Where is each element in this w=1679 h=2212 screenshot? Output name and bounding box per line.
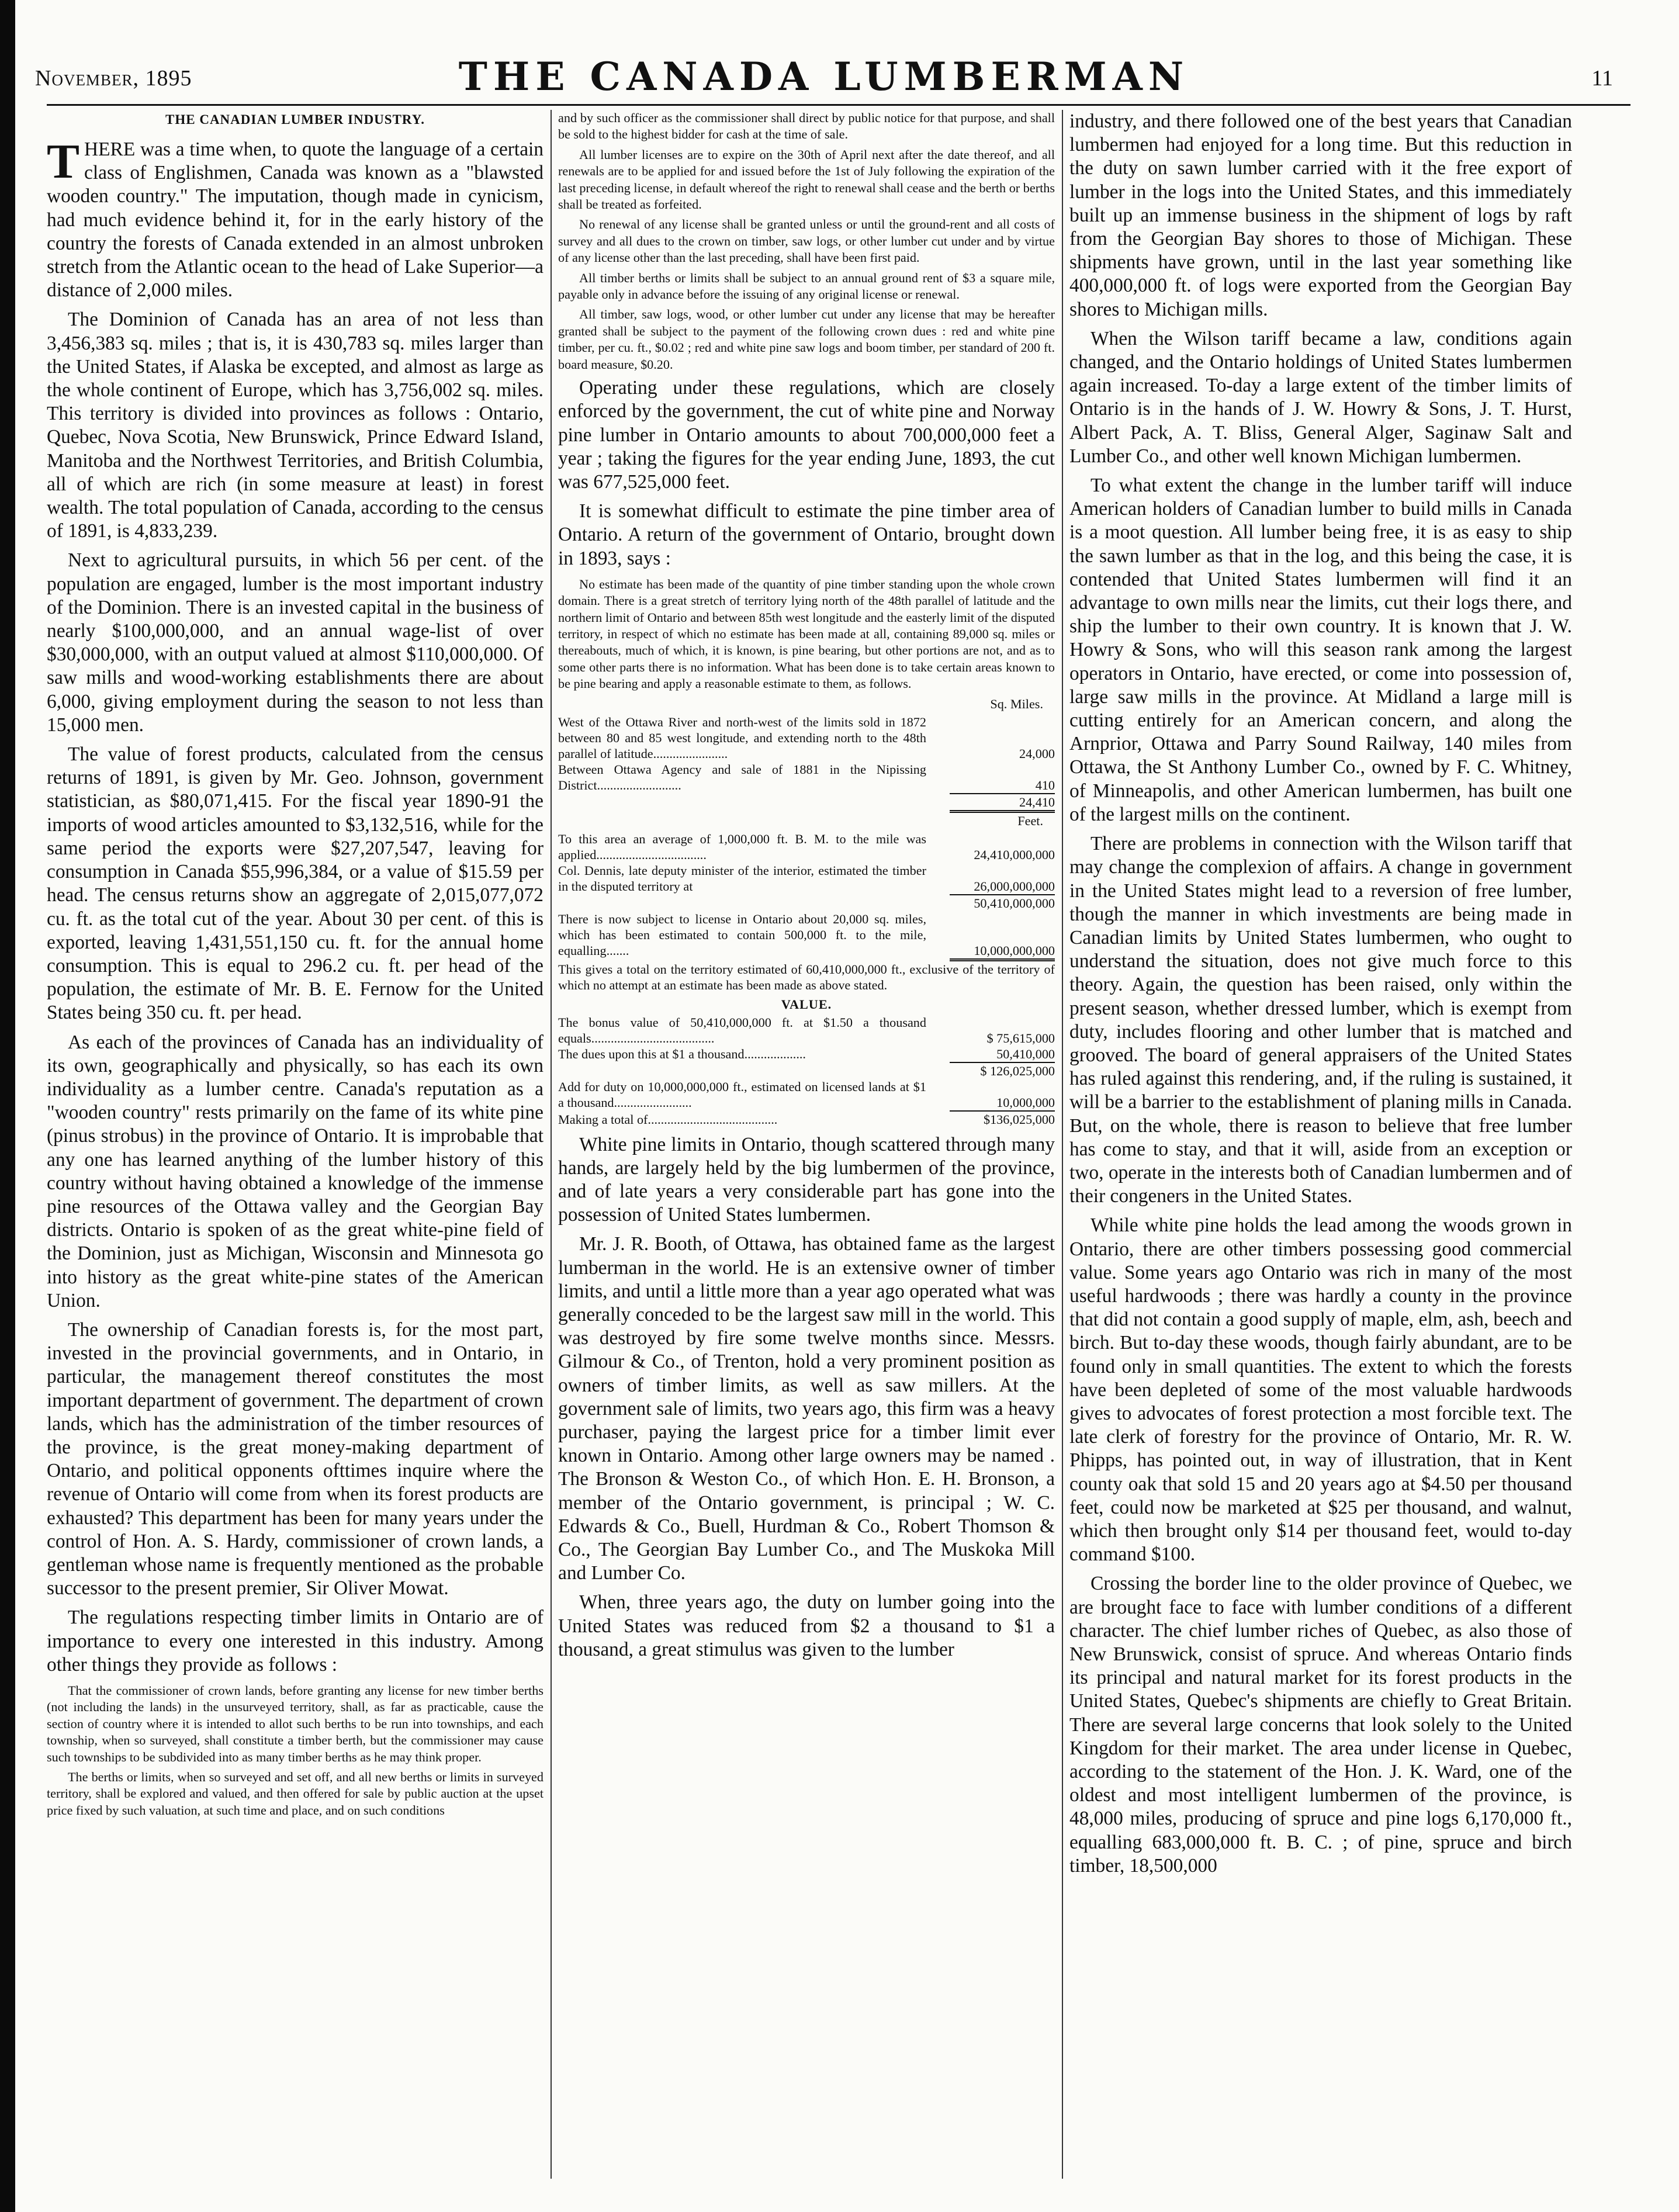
paragraph: Operating under these regulations, which are closely enforced by the government, the cut of white pine and Norway pine lumber in Ontario amounts to about 700,000,000 feet a year ; taking the figures for the year ending June, 1893, the cut was 677,525,000 feet. [558,377,1055,493]
regulations-quote-cont [558,110,1055,373]
table-unit-feet: Feet. [1017,813,1043,828]
table-row: 50,410,000,000 [974,895,1055,911]
table-unit-sq-miles: Sq. Miles. [990,696,1043,711]
masthead-title: THE CANADA LUMBERMAN [458,54,1190,99]
paragraph: As each of the provinces of Canada has an individuality of its own, geographically and physically, so has each its own individuality as a lumber centre. Canada's reputation as a "wooden country" rests primarily on the fame of its white pine (pinus strobus) in the province of Ontario. It is improbable that any one has learned anything of the lumber history of this country without having obtained a knowledge of the immense pine resources of the Ottawa valley and the Georgian Bay districts. Ontario is spoken of as the great white-pine field of the Dominion, just as Michigan, Wisconsin and Minnesota go into history as the great white-pine states of the American Union. [47,1031,543,1311]
quoted-regulation: and by such officer as the commissioner shall direct by public notice for that purpose, and shall be sold to the highest bidder for cash at the time of sale. [558,110,1055,142]
table-row: Between Ottawa Agency and sale of 1881 in the Nipissing District.......................... 410 [558,761,1055,792]
scan-edge [0,0,15,2212]
government-return-quote [558,576,1055,693]
quoted-regulation: All timber berths or limits shall be subject to an annual ground rent of $3 a square mile, payable only in advance before the issuing of any original license or renewal. [558,270,1055,302]
column-1 [47,110,543,2190]
column-2 [558,110,1055,2190]
header-rule [47,104,1630,106]
table-row: Add for duty on 10,000,000,000 ft., estimated on licensed lands at $1 a thousand........................ 10,000,000 [558,1079,1055,1110]
paragraph: Mr. J. R. Booth, of Ottawa, has obtained fame as the largest lumberman in the world. He is an extensive owner of timber limits, and until a little more than a year ago operated what was generally conceded to be the largest saw mill in the world. This was destroyed by fire some twelve months since. Messrs. Gilmour & Co., of Trenton, hold a very prominent position as owners of timber limits, as well as saw millers. At the government sale of limits, two years ago, this firm was a heavy purchaser, paying the largest price for a timber limit ever known in Ontario. Among other large owners may be named . The Bronson & Weston Co., of which Hon. E. H. Bronson, a member of the Ontario government, is principal ; W. C. Edwards & Co., Buell, Hurdman & Co., Robert Thomson & Co., The Georgian Bay Lumber Co., and The Muskoka Mill and Lumber Co. [558,1233,1055,1584]
quoted-regulation: All lumber licenses are to expire on the 30th of April next after the date thereof, and all renewals are to be applied for and issued before the 1st of July following the expiration of the last preceding license, in default whereof the right to renewal shall cease and the berth or berths shall be treated as forfeited. [558,147,1055,212]
quoted-regulation: No renewal of any license shall be granted unless or until the ground-rent and all costs of survey and all dues to the crown on timber, saw logs, or other lumber cut under and by virtue of any license other than the last preceding, shall have been first paid. [558,217,1055,265]
table-row: The bonus value of 50,410,000,000 ft. at $1.50 a thousand equals...................................... $ 75,615,000 [558,1015,1055,1046]
paragraph: The regulations respecting timber limits in Ontario are of importance to every one interested in this industry. Among other things they provide as follows : [47,1607,543,1676]
paragraph: The value of forest products, calculated from the census returns of 1891, is given by Mr. Geo. Johnson, government statistician, as $80,071,415. For the fiscal year 1890-91 the imports of wood articles amounted to $3,132,516, while for the same period the exports were $27,207,547, leaving for consumption in Canada $55,996,384, or a value of $15.59 per head. The census returns show an aggregate of 2,015,077,072 cu. ft. as the total cut of the year. About 30 per cent. of this is exported, leaving 1,431,551,150 cu. ft. for the annual home consumption. This is equal to 296.2 cu. ft. per head of the population, the estimate of Mr. B. E. Fernow for the United States being 350 cu. ft. per head. [47,743,543,1024]
table-row: West of the Ottawa River and north-west of the limits sold in 1872 between 80 and 85 west longitude, and extending north to the 48th parallel of latitude....................... 24,000 [558,714,1055,761]
paragraph: While white pine holds the lead among the woods grown in Ontario, there are other timbers possessing good commercial value. Some years ago Ontario was rich in many of the most useful hardwoods ; there was hardly a county in the province that did not contain a good supply of maple, elm, ash, beech and birch. But to-day these woods, though fairly abundant, are to be found only in small quantities. The extent to which the forests have been depleted of some of the most valuable hardwoods gives to advocates of forest protection a most forcible text. The late clerk of forestry for the province of Ontario, Mr. R. W. Phipps, has pointed out, in way of illustration, that in Kent county oak that sold 15 and 20 years ago at $4.50 per thousand feet, could now be marketed at $25 per thousand, and walnut, which then brought only $14 per thousand feet, would to-day command $100. [1069,1214,1572,1566]
table-row: To this area an average of 1,000,000 ft. B. M. to the mile was applied.................................. 24,410,000,000 [558,831,1055,862]
table-row: There is now subject to license in Ontario about 20,000 sq. miles, which has been estimated to contain 500,000 ft. to the mile, equalling....... 10,000,000,000 [558,911,1055,958]
column-divider [1062,110,1063,2179]
paragraph: It is somewhat difficult to estimate the pine timber area of Ontario. A return of the government of Ontario, brought down in 1893, says : [558,500,1055,569]
drop-cap: T [47,134,80,189]
quoted-regulation: That the commissioner of crown lands, before granting any license for new timber berths (not including the lands) in the unsurveyed territory, shall, as far as practicable, cause the section of country where it is intended to allot such berths to be run into townships, and each township, when so surveyed, shall constitute a timber berth, but the commissioner may cause such townships to be subdivided into as many timber berths as he may think proper. [47,1683,543,1764]
table-row: The dues upon this at $1 a thousand................... 50,410,000 [558,1046,1055,1061]
table-note: This gives a total on the territory estimated of 60,410,000,000 ft., exclusive of the territory of which no attempt at an estimate has been made as above stated. [558,961,1055,992]
pine-estimate-table [558,696,1055,1127]
paragraph: The ownership of Canadian forests is, for the most part, invested in the provincial governments, and in Ontario, in particular, the management thereof constitutes the most important department of government. The department of crown lands, which has the administration of the timber resources of the province, is the great money-making department of Ontario, and political opponents ofttimes inquire where the revenue of Ontario will come from when its forest products are exhausted? This department has been for many years under the control of Hon. A. S. Hardy, commissioner of crown lands, a gentleman whose name is frequently mentioned as the probable successor to the present premier, Sir Oliver Mowat. [47,1318,543,1600]
table-row: Making a total of........................................ $136,025,000 [558,1112,1055,1127]
paragraph: White pine limits in Ontario, though scattered through many hands, are largely held by the big lumbermen of the province, and of late years a very considerable part has gone into the possession of United States lumbermen. [558,1133,1055,1226]
column-divider [551,110,552,2179]
table-row: $ 126,025,000 [980,1063,1055,1078]
page-header [35,54,1613,101]
table-row: Col. Dennis, late deputy minister of the interior, estimated the timber in the disputed territory at 26,000,000,000 [558,863,1055,894]
quoted-regulation: The berths or limits, when so surveyed and set off, and all new berths or limits in surveyed territory, shall be explored and valued, and then offered for sale by public auction at the upset price fixed by such valuation, at such time and place, and on such conditions [47,1770,543,1818]
page-number: 11 [1591,66,1613,91]
column-3 [1069,110,1572,2190]
issue-date: November, 1895 [35,66,192,91]
paragraph: Next to agricultural pursuits, in which 56 per cent. of the population are engaged, lumber is the most important industry of the Dominion. There is an invested capital in the business of nearly $100,000,000, and an annual wage-list of over $30,000,000, with an output valued at almost $110,000,000. Of saw mills and wood-working establishments there are about 6,000, giving employment during the season to not less than 15,000 men. [47,549,543,736]
paragraph: industry, and there followed one of the best years that Canadian lumbermen had enjoyed for a long time. But this reduction in the duty on sawn lumber carried with it the free export of lumber in the logs into the United States, and this immediately built up an immense business in the shipment of logs by raft from the Georgian Bay shores to those of Michigan. These shipments have grown, until in the last year something like 400,000,000 ft. of logs were exported from the Georgian Bay shores to Michigan mills. [1069,110,1572,320]
article-title: THE CANADIAN LUMBER INDUSTRY. [165,112,425,127]
paragraph: Crossing the border line to the older province of Quebec, we are brought face to face with lumber conditions of a different character. The chief lumber riches of Quebec, as also those of New Brunswick, consist of spruce. And whereas Ontario finds its principal and natural market for its forest products in the United States, Quebec's shipments are chiefly to Great Britain. There are several large concerns that look solely to the United Kingdom for their market. The area under license in Quebec, according to the statement of the Hon. J. K. Ward, one of the oldest and most intelligent lumbermen of the province, is 48,000 miles, producing of spruce and pine logs 6,170,000 ft., equalling 683,000,000 ft. B. C. ; of pine, spruce and birch timber, 18,500,000 [1069,1573,1572,1877]
table-row: 24,410 [1019,794,1055,809]
paragraph: When, three years ago, the duty on lumber going into the United States was reduced from $2 a thousand to $1 a thousand, a great stimulus was given to the lumber [558,1591,1055,1660]
paragraph: When the Wilson tariff became a law, conditions again changed, and the Ontario holdings of United States lumbermen again increased. To-day a large extent of the timber limits of Ontario is in the hands of J. W. Howry & Sons, J. T. Hurst, Albert Pack, A. T. Bliss, General Alger, Saginaw Salt and Lumber Co., and other well known Michigan lumbermen. [1069,327,1572,467]
paragraph: The Dominion of Canada has an area of not less than 3,456,383 sq. miles ; that is, it is 430,783 sq. miles larger than the United States, if Alaska be excepted, and almost as large as the whole continent of Europe, which has 3,756,002 sq. miles. This territory is divided into provinces as follows : Ontario, Quebec, Nova Scotia, New Brunswick, Prince Edward Island, Manitoba and the Northwest Territories, and British Columbia, all of which are rich (in some measure at least) in forest wealth. The total population of Canada, according to the census of 1891, is 4,833,239. [47,309,543,542]
paragraph: THERE was a time when, to quote the language of a certain class of Englishmen, Canada was known as a "blawsted wooden country." The imputation, though made in cynicism, had much evidence behind it, for in the early history of the country the forests of Canada extended in an almost unbroken stretch from the Atlantic ocean to the head of Lake Superior—a distance of 2,000 miles. [47,134,543,302]
paragraph: To what extent the change in the lumber tariff will induce American holders of Canadian lumber to build mills in Canada is a moot question. All lumber being free, it is as easy to ship the sawn lumber as that in the log, and this being the case, it is contended that United States lumbermen will find it an advantage to own mills near the limits, cut their logs there, and ship the lumber to their own country. It is known that J. W. Howry & Sons, who will this season rank among the largest operators in Ontario, have erected, or come into possession of, large saw mills in the province. At Midland a large mill is cutting entirely for an American concern, and along the Arnprior, Ottawa and Parry Sound Railway, 140 miles from Ottawa, the St Anthony Lumber Co., owned by F. C. Whitney, of Minneapolis, and other American lumbermen, has built one of the largest mills on the continent. [1069,475,1572,825]
quoted-regulation: All timber, saw logs, wood, or other lumber cut under any license that may be hereafter granted shall be subject to the payment of the following crown dues : red and white pine timber, per cu. ft., $0.02 ; red and white pine saw logs and boom timber, per standard of 200 ft. board measure, $0.20. [558,307,1055,372]
paragraph: There are problems in connection with the Wilson tariff that may change the complexion of affairs. A change in government in the United States might lead to a reversion of free lumber, though the manner in which investments are being made in Canadian limits by United States lumbermen, who ought to understand the situation, does not give much force to this theory. Again, the question has been raised, only within the present season, whether dressed lumber, which is exempt from duty, includes flooring and other lumber that is matched and grooved. The board of general appraisers of the United States has ruled against this rendering, and, if the ruling is sustained, it will be a barrier to the establishment of planing mills in Canada. But, on the whole, there is reason to believe that free lumber has come to stay, and that it will, aside from an exception or two, operate in the interests both of Canadian lumbermen and of their congeners in the United States. [1069,833,1572,1207]
value-heading: VALUE. [781,996,832,1012]
quoted-return: No estimate has been made of the quantity of pine timber standing upon the whole crown domain. There is a great stretch of territory lying north of the 48th parallel of latitude and the northern limit of Ontario and between 85th west longitude and the easterly limit of the disputed territory, in respect of which no estimate has been made at all, containing 89,000 sq. miles or thereabouts, much of which, it is known, is pine bearing, but other portions are not, and as to some other parts there is no information. What has been done is to take certain areas known to be pine bearing and apply a reasonable estimate to them, as follows. [558,576,1055,691]
regulations-quote [47,1683,543,1819]
